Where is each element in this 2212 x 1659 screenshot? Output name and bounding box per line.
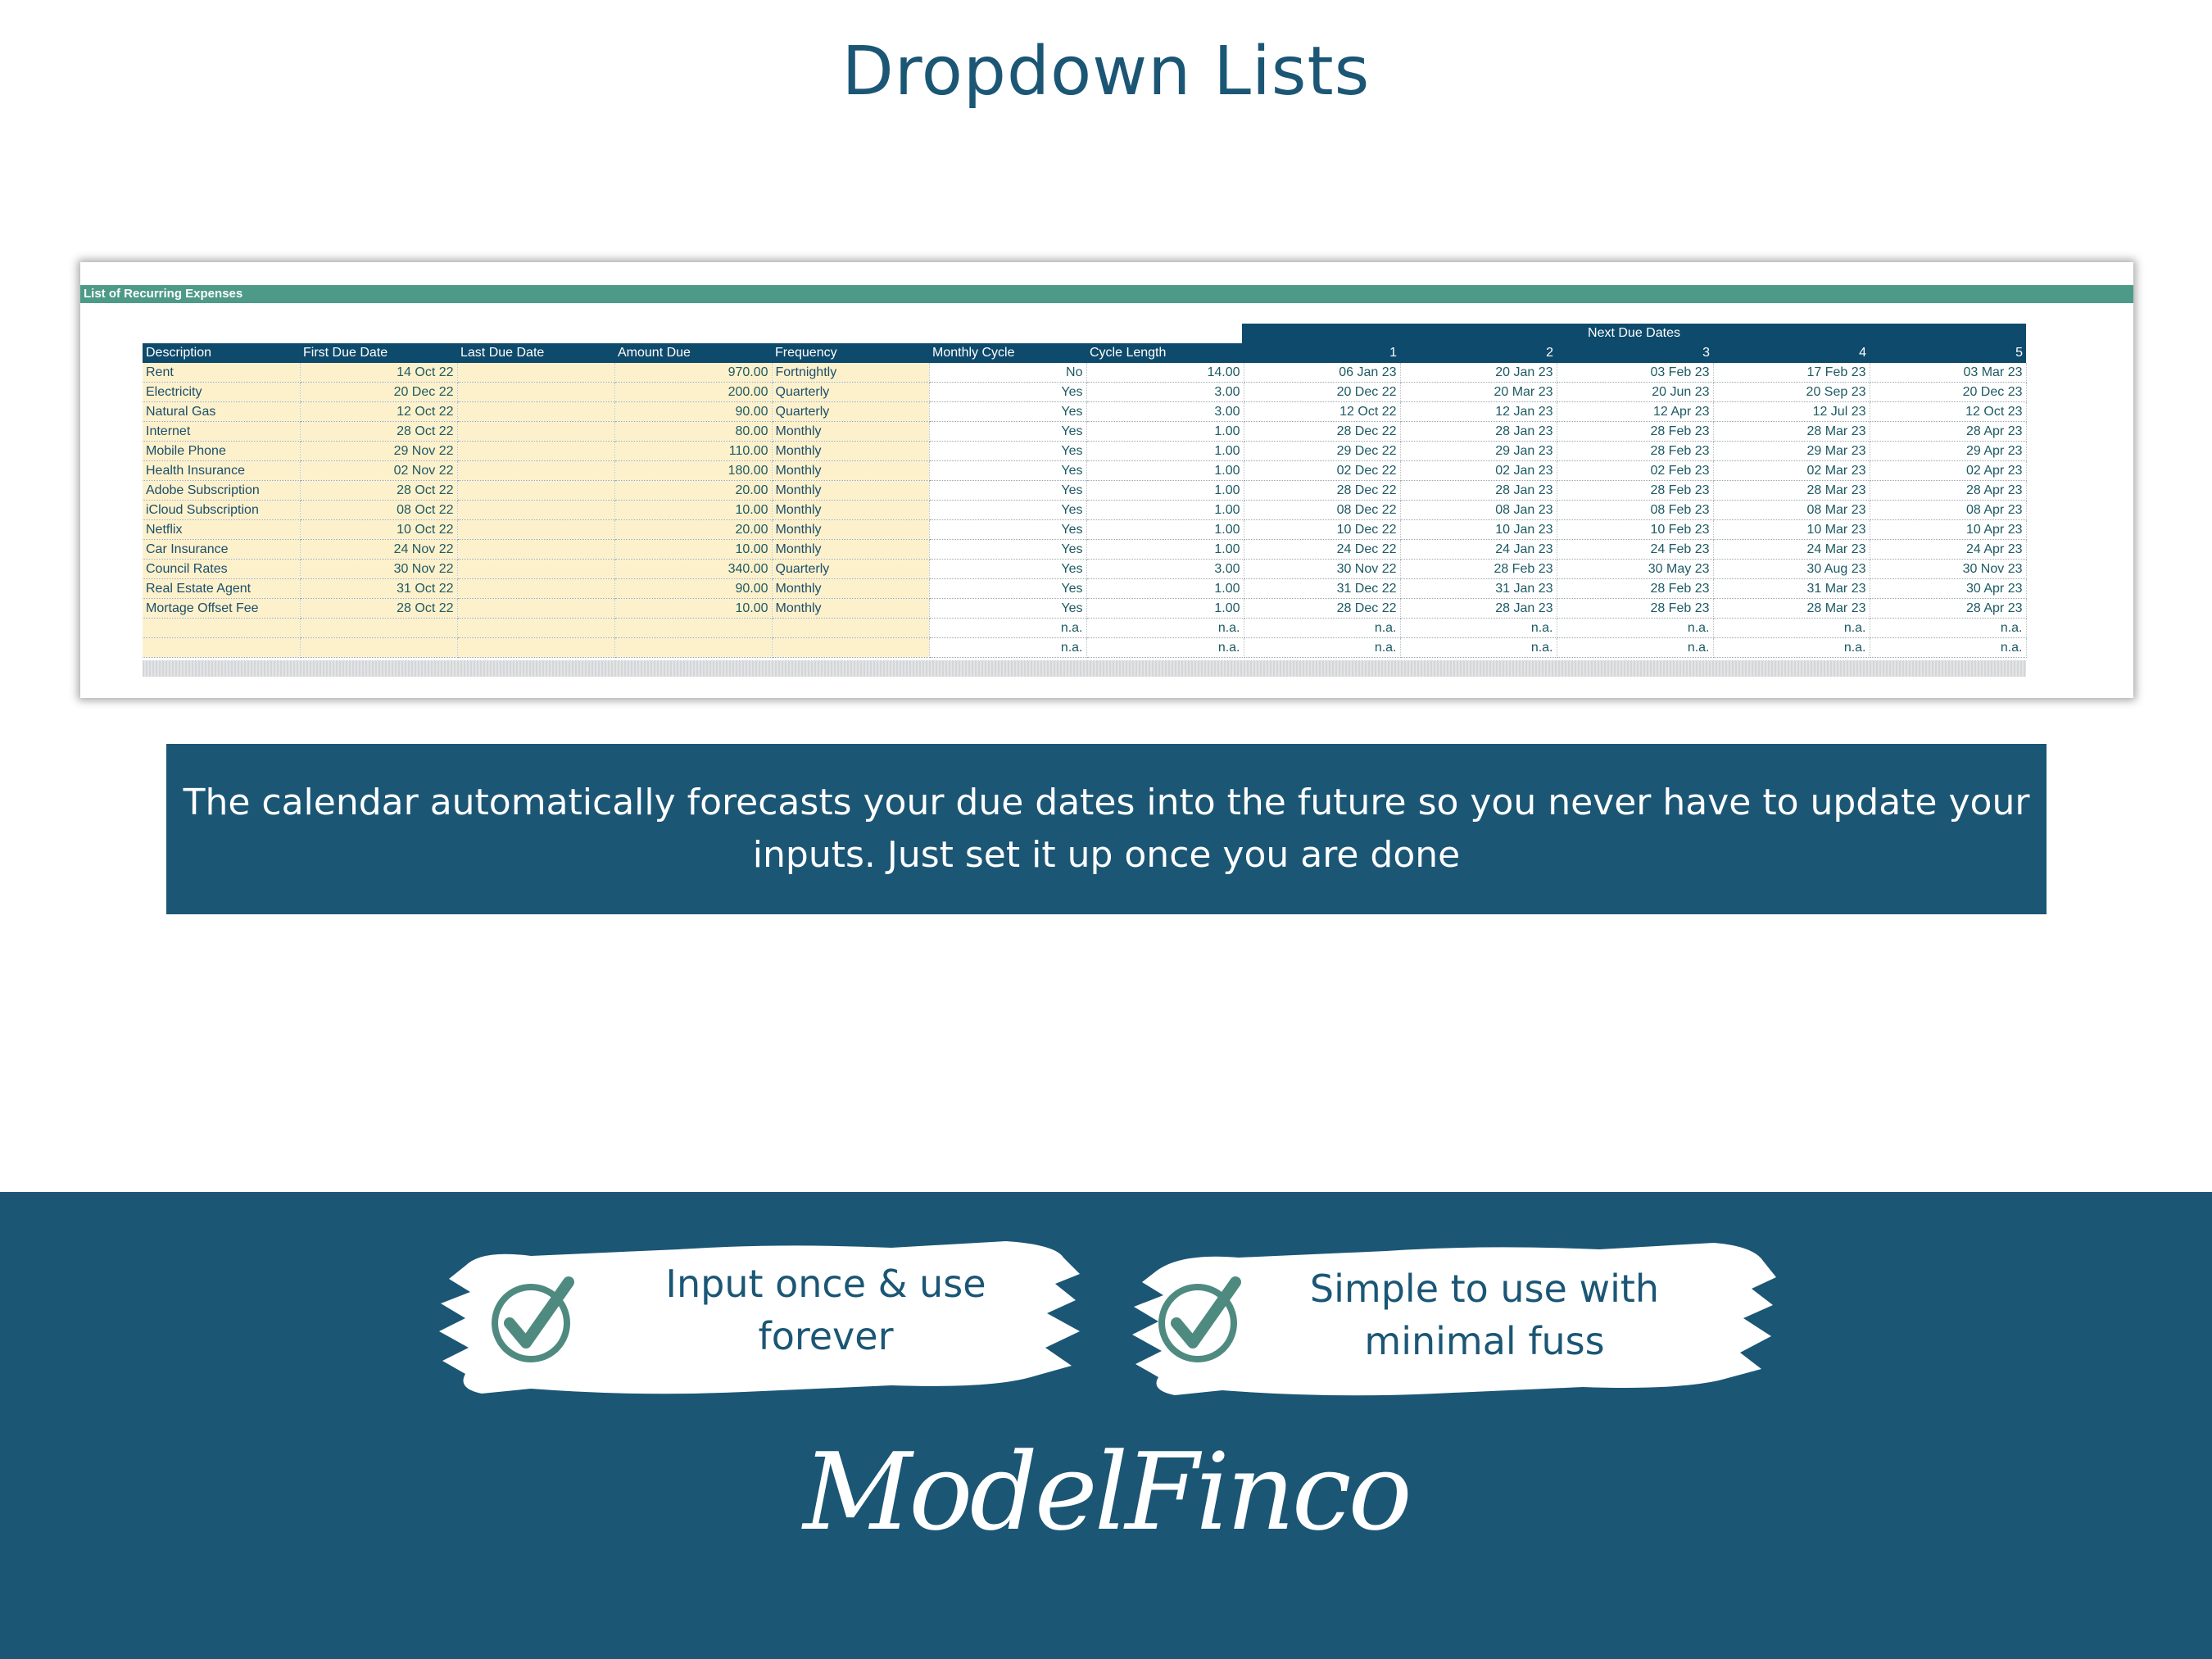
- input-cell[interactable]: [143, 619, 300, 638]
- calculated-cell: 3.00: [1086, 402, 1244, 422]
- input-cell[interactable]: [143, 638, 300, 658]
- calculated-cell: n.a.: [1244, 619, 1400, 638]
- calculated-cell: 28 Mar 23: [1713, 481, 1870, 501]
- calculated-cell: 10 Apr 23: [1870, 520, 2026, 540]
- page-title: Dropdown Lists: [841, 33, 1371, 111]
- calculated-cell: 10 Feb 23: [1557, 520, 1713, 540]
- calculated-cell: 1.00: [1086, 579, 1244, 599]
- calculated-cell: 1.00: [1086, 520, 1244, 540]
- calculated-cell: Yes: [929, 501, 1086, 520]
- input-cell[interactable]: [614, 638, 772, 658]
- input-cell[interactable]: [457, 560, 614, 579]
- calculated-cell: Yes: [929, 481, 1086, 501]
- table-row: [143, 481, 2026, 501]
- calculated-cell: 28 Mar 23: [1713, 599, 1870, 619]
- sheet-footer-strip: [143, 660, 2026, 677]
- calculated-cell: n.a.: [1086, 638, 1244, 658]
- input-cell[interactable]: Monthly: [772, 520, 929, 540]
- calculated-cell: Yes: [929, 422, 1086, 442]
- calculated-cell: Yes: [929, 579, 1086, 599]
- column-header: First Due Date: [300, 343, 457, 363]
- calculated-cell: 28 Feb 23: [1400, 560, 1557, 579]
- input-cell[interactable]: 14 Oct 22: [300, 363, 457, 383]
- table-row: [143, 638, 2026, 658]
- input-cell[interactable]: Natural Gas: [143, 402, 300, 422]
- input-cell[interactable]: Monthly: [772, 442, 929, 461]
- calculated-cell: 1.00: [1086, 501, 1244, 520]
- input-cell[interactable]: 90.00: [614, 402, 772, 422]
- calculated-cell: 29 Dec 22: [1244, 442, 1400, 461]
- input-cell[interactable]: [300, 619, 457, 638]
- calculated-cell: 03 Mar 23: [1870, 363, 2026, 383]
- calculated-cell: Yes: [929, 461, 1086, 481]
- calculated-cell: 28 Feb 23: [1557, 481, 1713, 501]
- input-cell[interactable]: 28 Oct 22: [300, 599, 457, 619]
- column-header: Monthly Cycle: [929, 343, 1086, 363]
- calculated-cell: n.a.: [1400, 619, 1557, 638]
- calculated-cell: n.a.: [1244, 638, 1400, 658]
- input-cell[interactable]: 20.00: [614, 520, 772, 540]
- input-cell[interactable]: 20.00: [614, 481, 772, 501]
- table-row: [143, 442, 2026, 461]
- input-cell[interactable]: [457, 501, 614, 520]
- input-cell[interactable]: Real Estate Agent: [143, 579, 300, 599]
- calculated-cell: 10 Dec 22: [1244, 520, 1400, 540]
- input-cell[interactable]: 10.00: [614, 501, 772, 520]
- spreadsheet-screenshot: [80, 262, 2133, 698]
- calculated-cell: 1.00: [1086, 461, 1244, 481]
- calculated-cell: 20 Jan 23: [1400, 363, 1557, 383]
- calculated-cell: 08 Mar 23: [1713, 501, 1870, 520]
- calculated-cell: 30 Apr 23: [1870, 579, 2026, 599]
- calculated-cell: 20 Dec 23: [1870, 383, 2026, 402]
- column-header: 3: [1557, 343, 1713, 363]
- input-cell[interactable]: Quarterly: [772, 402, 929, 422]
- calculated-cell: 29 Apr 23: [1870, 442, 2026, 461]
- calculated-cell: n.a.: [929, 638, 1086, 658]
- calculated-cell: 12 Apr 23: [1557, 402, 1713, 422]
- input-cell[interactable]: 10.00: [614, 540, 772, 560]
- input-cell[interactable]: Internet: [143, 422, 300, 442]
- column-header: Amount Due: [614, 343, 772, 363]
- calculated-cell: 08 Feb 23: [1557, 501, 1713, 520]
- input-cell[interactable]: 30 Nov 22: [300, 560, 457, 579]
- calculated-cell: 24 Jan 23: [1400, 540, 1557, 560]
- calculated-cell: 31 Jan 23: [1400, 579, 1557, 599]
- input-cell[interactable]: [772, 638, 929, 658]
- input-cell[interactable]: Electricity: [143, 383, 300, 402]
- brand-logo: ModelFinco: [803, 1430, 1409, 1554]
- calculated-cell: 1.00: [1086, 540, 1244, 560]
- calculated-cell: 28 Jan 23: [1400, 599, 1557, 619]
- calculated-cell: Yes: [929, 540, 1086, 560]
- calculated-cell: n.a.: [1870, 619, 2026, 638]
- calculated-cell: 02 Mar 23: [1713, 461, 1870, 481]
- recurring-expenses-table: [143, 343, 2027, 658]
- input-cell[interactable]: Quarterly: [772, 383, 929, 402]
- calculated-cell: n.a.: [1400, 638, 1557, 658]
- next-due-dates-header: Next Due Dates: [1242, 324, 2026, 343]
- table-row: [143, 520, 2026, 540]
- calculated-cell: 02 Jan 23: [1400, 461, 1557, 481]
- column-header: 5: [1870, 343, 2026, 363]
- calculated-cell: 29 Jan 23: [1400, 442, 1557, 461]
- badge-line-2: forever: [758, 1314, 894, 1358]
- calculated-cell: n.a.: [1713, 638, 1870, 658]
- input-cell[interactable]: Monthly: [772, 579, 929, 599]
- badge-text: [1255, 1262, 1714, 1367]
- calculated-cell: 10 Mar 23: [1713, 520, 1870, 540]
- calculated-cell: 28 Apr 23: [1870, 422, 2026, 442]
- calculated-cell: 30 Nov 22: [1244, 560, 1400, 579]
- calculated-cell: 17 Feb 23: [1713, 363, 1870, 383]
- calculated-cell: 12 Jan 23: [1400, 402, 1557, 422]
- input-cell[interactable]: 10.00: [614, 599, 772, 619]
- calculated-cell: Yes: [929, 599, 1086, 619]
- input-cell[interactable]: Fortnightly: [772, 363, 929, 383]
- input-cell[interactable]: 29 Nov 22: [300, 442, 457, 461]
- table-header-row: [143, 343, 2026, 363]
- column-header: 1: [1244, 343, 1400, 363]
- input-cell[interactable]: Adobe Subscription: [143, 481, 300, 501]
- column-header: Last Due Date: [457, 343, 614, 363]
- calculated-cell: 28 Jan 23: [1400, 422, 1557, 442]
- input-cell[interactable]: [457, 579, 614, 599]
- sheet-band-title: List of Recurring Expenses: [80, 285, 2133, 303]
- input-cell[interactable]: Mobile Phone: [143, 442, 300, 461]
- column-header: 2: [1400, 343, 1557, 363]
- calculated-cell: 30 May 23: [1557, 560, 1713, 579]
- input-cell[interactable]: [772, 619, 929, 638]
- input-cell[interactable]: [457, 383, 614, 402]
- calculated-cell: Yes: [929, 442, 1086, 461]
- input-cell[interactable]: 340.00: [614, 560, 772, 579]
- input-cell[interactable]: [457, 481, 614, 501]
- footer-band: [0, 1192, 2212, 1659]
- calculated-cell: 1.00: [1086, 442, 1244, 461]
- table-row: [143, 540, 2026, 560]
- calculated-cell: 02 Apr 23: [1870, 461, 2026, 481]
- calculated-cell: 08 Dec 22: [1244, 501, 1400, 520]
- table-row: [143, 579, 2026, 599]
- calculated-cell: 28 Feb 23: [1557, 422, 1713, 442]
- input-cell[interactable]: iCloud Subscription: [143, 501, 300, 520]
- input-cell[interactable]: [457, 520, 614, 540]
- input-cell[interactable]: Monthly: [772, 481, 929, 501]
- calculated-cell: 31 Dec 22: [1244, 579, 1400, 599]
- calculated-cell: Yes: [929, 520, 1086, 540]
- calculated-cell: Yes: [929, 402, 1086, 422]
- input-cell[interactable]: 180.00: [614, 461, 772, 481]
- calculated-cell: 06 Jan 23: [1244, 363, 1400, 383]
- calculated-cell: 28 Feb 23: [1557, 442, 1713, 461]
- calculated-cell: 29 Mar 23: [1713, 442, 1870, 461]
- calculated-cell: 12 Oct 23: [1870, 402, 2026, 422]
- badge-text: [596, 1258, 1055, 1362]
- input-cell[interactable]: 90.00: [614, 579, 772, 599]
- table-body: [143, 363, 2026, 658]
- calculated-cell: 24 Apr 23: [1870, 540, 2026, 560]
- badge-line-1: Simple to use with: [1309, 1267, 1660, 1311]
- input-cell[interactable]: [457, 540, 614, 560]
- feature-callout: [166, 744, 2047, 914]
- input-cell[interactable]: Quarterly: [772, 560, 929, 579]
- calculated-cell: 3.00: [1086, 383, 1244, 402]
- column-header: Description: [143, 343, 300, 363]
- calculated-cell: n.a.: [1870, 638, 2026, 658]
- input-cell[interactable]: [457, 638, 614, 658]
- input-cell[interactable]: [457, 402, 614, 422]
- calculated-cell: 28 Feb 23: [1557, 599, 1713, 619]
- table-row: [143, 383, 2026, 402]
- input-cell[interactable]: 20 Dec 22: [300, 383, 457, 402]
- input-cell[interactable]: 02 Nov 22: [300, 461, 457, 481]
- input-cell[interactable]: [457, 599, 614, 619]
- calculated-cell: 28 Feb 23: [1557, 579, 1713, 599]
- calculated-cell: 28 Dec 22: [1244, 481, 1400, 501]
- input-cell[interactable]: [614, 619, 772, 638]
- calculated-cell: 28 Jan 23: [1400, 481, 1557, 501]
- input-cell[interactable]: Monthly: [772, 540, 929, 560]
- table-row: [143, 560, 2026, 579]
- input-cell[interactable]: 10 Oct 22: [300, 520, 457, 540]
- table-row: [143, 422, 2026, 442]
- calculated-cell: 24 Mar 23: [1713, 540, 1870, 560]
- table-row: [143, 501, 2026, 520]
- input-cell[interactable]: Rent: [143, 363, 300, 383]
- calculated-cell: 24 Feb 23: [1557, 540, 1713, 560]
- calculated-cell: 28 Dec 22: [1244, 422, 1400, 442]
- calculated-cell: n.a.: [1557, 638, 1713, 658]
- calculated-cell: 28 Mar 23: [1713, 422, 1870, 442]
- calculated-cell: 12 Jul 23: [1713, 402, 1870, 422]
- input-cell[interactable]: 28 Oct 22: [300, 481, 457, 501]
- input-cell[interactable]: [300, 638, 457, 658]
- calculated-cell: 1.00: [1086, 422, 1244, 442]
- badge-line-1: Input once & use: [665, 1262, 986, 1306]
- calculated-cell: 20 Sep 23: [1713, 383, 1870, 402]
- table-row: [143, 599, 2026, 619]
- calculated-cell: 1.00: [1086, 599, 1244, 619]
- calculated-cell: 30 Aug 23: [1713, 560, 1870, 579]
- badge-line-2: minimal fuss: [1364, 1319, 1605, 1363]
- calculated-cell: 20 Dec 22: [1244, 383, 1400, 402]
- input-cell[interactable]: Mortage Offset Fee: [143, 599, 300, 619]
- calculated-cell: 08 Jan 23: [1400, 501, 1557, 520]
- calculated-cell: 31 Mar 23: [1713, 579, 1870, 599]
- calculated-cell: Yes: [929, 383, 1086, 402]
- feature-badge-simple-to-use: [1124, 1225, 1779, 1413]
- calculated-cell: n.a.: [1713, 619, 1870, 638]
- calculated-cell: 12 Oct 22: [1244, 402, 1400, 422]
- feature-badge-input-once: [433, 1225, 1088, 1413]
- calculated-cell: 02 Dec 22: [1244, 461, 1400, 481]
- calculated-cell: 28 Apr 23: [1870, 599, 2026, 619]
- table-row: [143, 402, 2026, 422]
- calculated-cell: No: [929, 363, 1086, 383]
- calculated-cell: n.a.: [929, 619, 1086, 638]
- input-cell[interactable]: 31 Oct 22: [300, 579, 457, 599]
- input-cell[interactable]: [457, 442, 614, 461]
- calculated-cell: 1.00: [1086, 481, 1244, 501]
- column-header: Cycle Length: [1086, 343, 1244, 363]
- calculated-cell: 10 Jan 23: [1400, 520, 1557, 540]
- column-header: 4: [1713, 343, 1870, 363]
- calculated-cell: n.a.: [1086, 619, 1244, 638]
- table-row: [143, 461, 2026, 481]
- input-cell[interactable]: Monthly: [772, 422, 929, 442]
- table-row: [143, 619, 2026, 638]
- input-cell[interactable]: 28 Oct 22: [300, 422, 457, 442]
- calculated-cell: n.a.: [1557, 619, 1713, 638]
- calculated-cell: 30 Nov 23: [1870, 560, 2026, 579]
- input-cell[interactable]: 200.00: [614, 383, 772, 402]
- calculated-cell: 02 Feb 23: [1557, 461, 1713, 481]
- calculated-cell: 28 Apr 23: [1870, 481, 2026, 501]
- input-cell[interactable]: 80.00: [614, 422, 772, 442]
- input-cell[interactable]: Monthly: [772, 501, 929, 520]
- input-cell[interactable]: 12 Oct 22: [300, 402, 457, 422]
- check-circle-icon: [1157, 1276, 1247, 1366]
- input-cell[interactable]: 24 Nov 22: [300, 540, 457, 560]
- input-cell[interactable]: Health Insurance: [143, 461, 300, 481]
- input-cell[interactable]: 970.00: [614, 363, 772, 383]
- input-cell[interactable]: [457, 422, 614, 442]
- input-cell[interactable]: [457, 363, 614, 383]
- calculated-cell: 24 Dec 22: [1244, 540, 1400, 560]
- calculated-cell: 3.00: [1086, 560, 1244, 579]
- input-cell[interactable]: 08 Oct 22: [300, 501, 457, 520]
- calculated-cell: 20 Jun 23: [1557, 383, 1713, 402]
- callout-text: The calendar automatically forecasts your due dates into the future so you never have to update your inputs. Just set it up once you are done: [183, 782, 2030, 876]
- column-header: Frequency: [772, 343, 929, 363]
- input-cell[interactable]: Netflix: [143, 520, 300, 540]
- calculated-cell: 14.00: [1086, 363, 1244, 383]
- input-cell[interactable]: Council Rates: [143, 560, 300, 579]
- table-row: [143, 363, 2026, 383]
- calculated-cell: 03 Feb 23: [1557, 363, 1713, 383]
- input-cell[interactable]: 110.00: [614, 442, 772, 461]
- calculated-cell: 08 Apr 23: [1870, 501, 2026, 520]
- input-cell[interactable]: [457, 461, 614, 481]
- input-cell[interactable]: Monthly: [772, 599, 929, 619]
- check-circle-icon: [490, 1276, 580, 1366]
- calculated-cell: 20 Mar 23: [1400, 383, 1557, 402]
- input-cell[interactable]: Car Insurance: [143, 540, 300, 560]
- input-cell[interactable]: [457, 619, 614, 638]
- input-cell[interactable]: Monthly: [772, 461, 929, 481]
- calculated-cell: 28 Dec 22: [1244, 599, 1400, 619]
- calculated-cell: Yes: [929, 560, 1086, 579]
